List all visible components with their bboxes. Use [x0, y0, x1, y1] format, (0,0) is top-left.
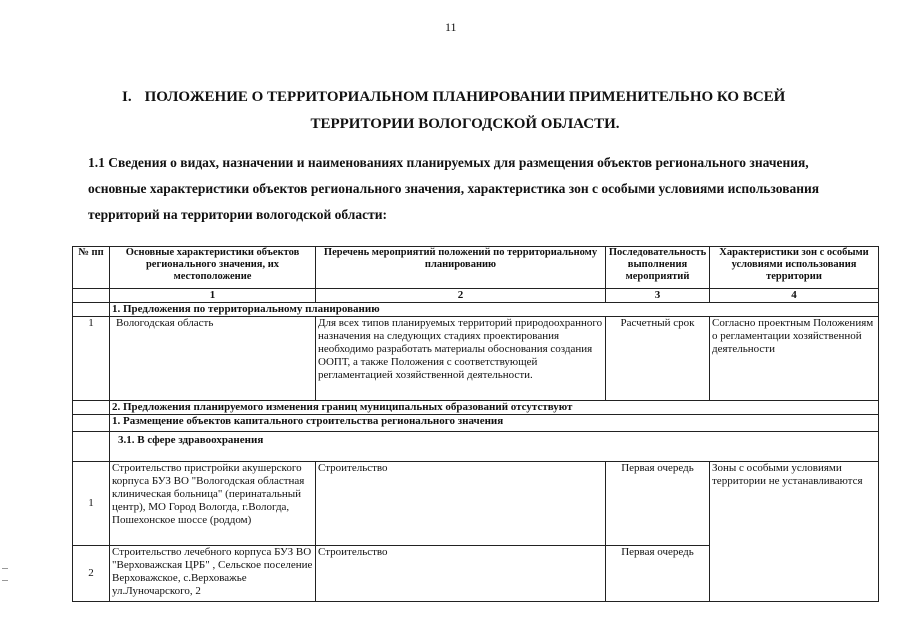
row-measures: Строительство [316, 462, 606, 546]
row-object: Строительство пристройки акушерского корпуса БУЗ ВО "Вологодская областная клиническая больница" (перинатальный центр), МО Город Вологда, г.Вологда, Пошехонское шоссе (роддом) [110, 462, 316, 546]
subsection-row [73, 432, 879, 462]
row-num: 1 [73, 462, 110, 546]
margin-mark [2, 580, 8, 581]
row-zones: Согласно проектным Положениям о регламентации хозяйственной деятельности [710, 317, 879, 401]
section-roman-numeral: I. [122, 89, 132, 105]
header-sequence: Последовательность выполнения мероприятий [606, 247, 710, 289]
row-measures: Для всех типов планируемых территорий природоохранного назначения на следующих стадиях проектирования необходимо разработать материалы обоснования создания ООПТ, а также Положения с соответствующей регламентацией хозяйственной деятельности. [316, 317, 606, 401]
section-3-title: 1. Размещение объектов капитального строительства регионального значения [110, 415, 879, 432]
header-num: № пп [73, 247, 110, 289]
row-zones: Зоны с особыми условиями территории не устанавливаются [710, 462, 879, 602]
page-number: 11 [445, 20, 457, 34]
row-num: 2 [73, 546, 110, 602]
section-row [73, 303, 879, 317]
column-number: 3 [606, 289, 710, 303]
section-num-empty [73, 401, 110, 415]
row-measures: Строительство [316, 546, 606, 602]
table-row [73, 317, 879, 401]
row-object: Строительство лечебного корпуса БУЗ ВО "Верховажская ЦРБ" , Сельское поселение Верховажское, с.Верховажье ул.Луночарского, 2 [110, 546, 316, 602]
header-measures: Перечень мероприятий положений по территориальному планированию [316, 247, 606, 289]
column-number: 2 [316, 289, 606, 303]
column-number: 1 [110, 289, 316, 303]
section-heading-line-1: ПОЛОЖЕНИЕ О ТЕРРИТОРИАЛЬНОМ ПЛАНИРОВАНИИ ПРИМЕНИТЕЛЬНО КО ВСЕЙ [144, 89, 786, 105]
section-heading-line-2: ТЕРРИТОРИИ ВОЛОГОДСКОЙ ОБЛАСТИ. [310, 116, 620, 132]
subsection-heading: 1.1 Сведения о видах, назначении и наименованиях планируемых для размещения объектов регионального значения, основные характеристики объектов регионального значения, характеристика зон с особыми условиями использования территорий на территории вологодской области: [88, 155, 820, 222]
header-zones: Характеристики зон с особыми условиями использования территории [710, 247, 879, 289]
section-row [73, 415, 879, 432]
section-heading [100, 84, 830, 138]
section-1-title: 1. Предложения по территориальному планированию [110, 303, 879, 317]
row-sequence: Первая очередь [606, 546, 710, 602]
column-numbers-row [73, 289, 879, 303]
row-object: Вологодская область [110, 317, 316, 401]
section-num-empty [73, 432, 110, 462]
section-2-title: 2. Предложения планируемого изменения границ муниципальных образований отсутствуют [110, 401, 879, 415]
section-num-empty [73, 415, 110, 432]
row-num: 1 [73, 317, 110, 401]
row-sequence: Расчетный срок [606, 317, 710, 401]
section-num-empty [73, 303, 110, 317]
subsection-3-1-title: 3.1. В сфере здравоохранения [110, 432, 879, 462]
section-row [73, 401, 879, 415]
column-number-empty [73, 289, 110, 303]
header-objects: Основные характеристики объектов регионального значения, их местоположение [110, 247, 316, 289]
row-sequence: Первая очередь [606, 462, 710, 546]
table-row [73, 462, 879, 546]
margin-mark [2, 568, 8, 569]
table-header-row [73, 247, 879, 289]
regional-objects-table [72, 246, 879, 602]
column-number: 4 [710, 289, 879, 303]
